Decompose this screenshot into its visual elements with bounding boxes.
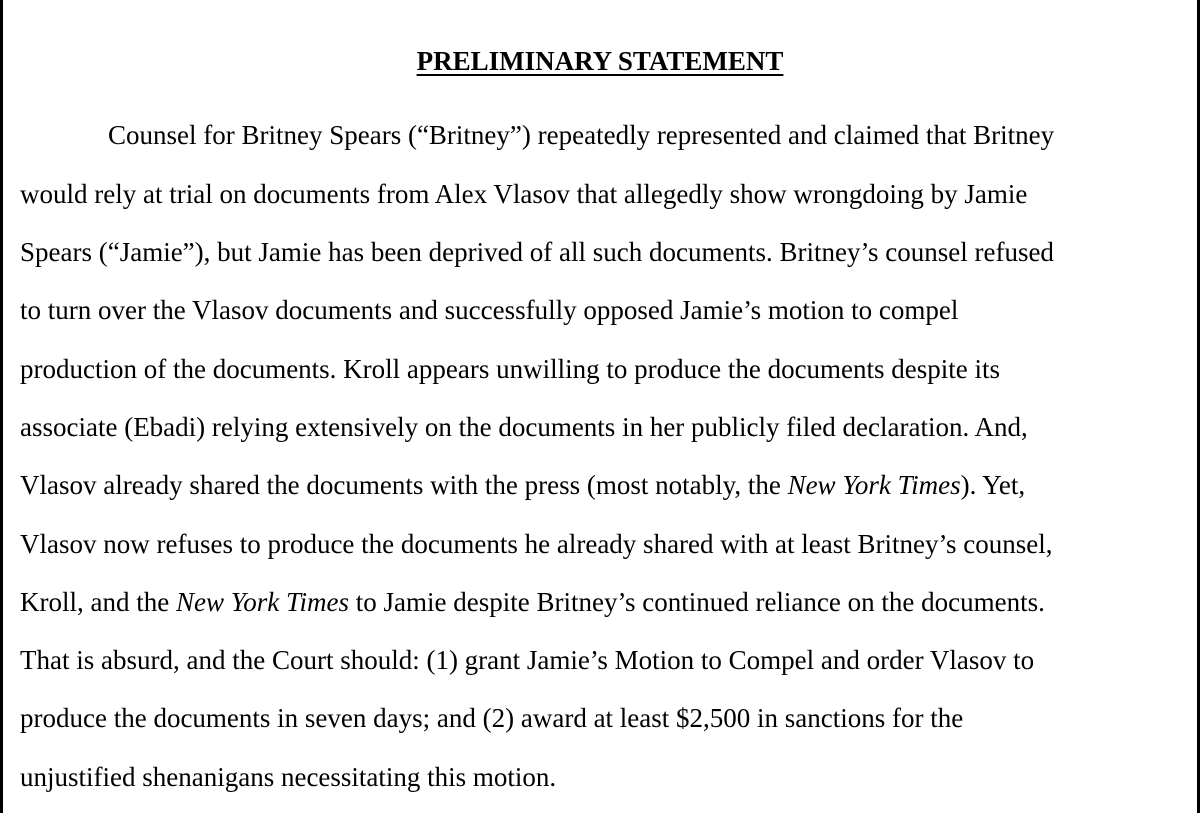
paragraph-line: Counsel for Britney Spears (“Britney”) repeatedly represented and claimed that Britney	[108, 120, 1055, 150]
section-heading: PRELIMINARY STATEMENT	[416, 46, 784, 76]
paragraph-line: unjustified shenanigans necessitating this motion.	[20, 762, 557, 792]
paragraph-line: production of the documents. Kroll appears unwilling to produce the documents despite its	[20, 354, 1001, 384]
paragraph-line: That is absurd, and the Court should: (1) grant Jamie’s Motion to Compel and order Vlasov to	[20, 645, 1035, 675]
paragraph-line: associate (Ebadi) relying extensively on the documents in her publicly filed declaration. And,	[20, 412, 1028, 442]
paragraph-line: Vlasov already shared the documents with the press (most notably, the New York Times). Yet,	[20, 470, 1026, 500]
paragraph-line: would rely at trial on documents from Alex Vlasov that allegedly show wrongdoing by Jamie	[20, 179, 1028, 209]
paragraph-line: produce the documents in seven days; and (2) award at least $2,500 in sanctions for the	[20, 703, 964, 733]
paragraph-line: to turn over the Vlasov documents and successfully opposed Jamie’s motion to compel	[20, 295, 959, 325]
publication-title: New York Times	[175, 587, 350, 617]
paragraph-line: Kroll, and the New York Times to Jamie despite Britney’s continued reliance on the documents.	[20, 587, 1045, 617]
publication-title: New York Times	[787, 470, 961, 500]
paragraph-line: Spears (“Jamie”), but Jamie has been deprived of all such documents. Britney’s counsel refused	[20, 237, 1054, 267]
paragraph-line: Vlasov now refuses to produce the documents he already shared with at least Britney’s counsel,	[20, 529, 1053, 559]
